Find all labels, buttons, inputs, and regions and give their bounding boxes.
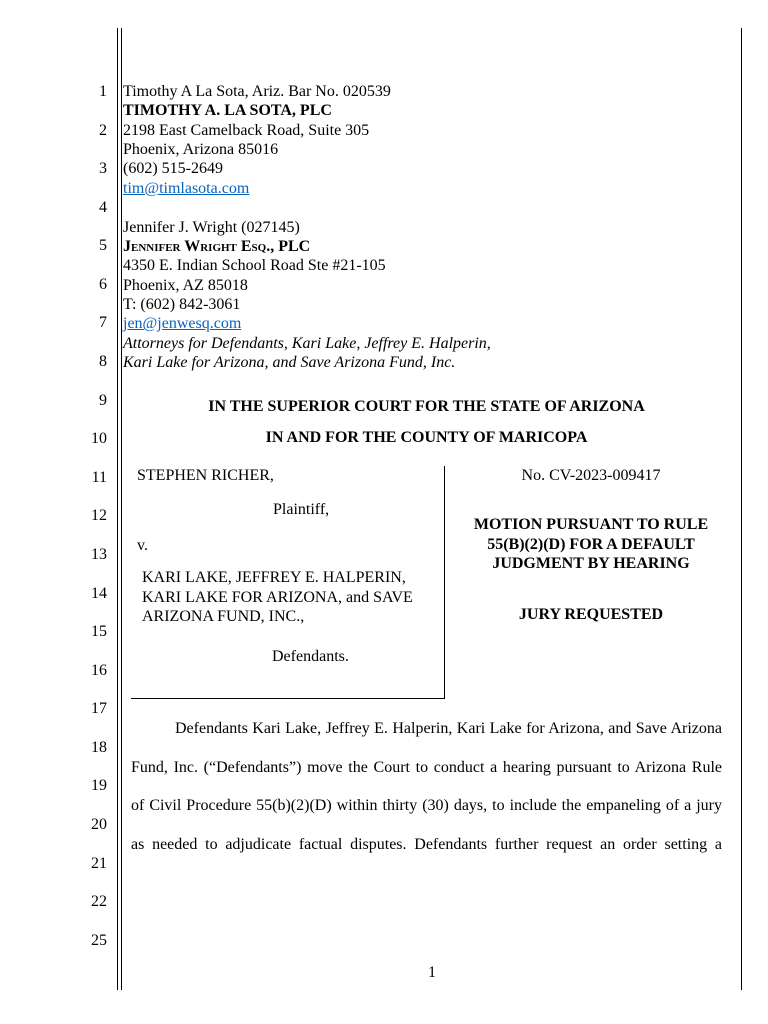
- defendant-names-line: KARI LAKE FOR ARIZONA, and SAVE: [142, 588, 413, 606]
- firm-address-line: Phoenix, AZ 85018: [123, 276, 248, 294]
- line-number: 15: [91, 623, 107, 641]
- line-number: 18: [91, 738, 107, 756]
- line-number: 3: [99, 160, 107, 178]
- attorney-name: Timothy A La Sota, Ariz. Bar No. 020539: [123, 83, 391, 100]
- jury-request: JURY REQUESTED: [518, 606, 664, 623]
- line-number: 1: [99, 83, 107, 100]
- firm-address-line: 2198 East Camelback Road, Suite 305: [123, 121, 370, 139]
- caption-divider-vertical: [444, 466, 445, 698]
- representation-line: Kari Lake for Arizona, and Save Arizona Fund, Inc.: [123, 354, 456, 372]
- left-margin-rule: [121, 28, 122, 990]
- line-number: 10: [91, 430, 107, 448]
- firm-name: TIMOTHY A. LA SOTA, PLC: [123, 102, 332, 120]
- line-number: 17: [91, 700, 107, 718]
- line-number: 19: [91, 777, 107, 795]
- line-number: 13: [91, 545, 107, 563]
- line-number: 16: [91, 661, 107, 679]
- email-link[interactable]: tim@timlasota.com: [123, 179, 250, 197]
- line-number: 5: [99, 237, 107, 255]
- line-number: 9: [99, 391, 107, 409]
- court-county-line: IN AND FOR THE COUNTY OF MARICOPA: [265, 429, 588, 446]
- line-number: 2: [99, 121, 107, 139]
- line-number: 12: [91, 507, 107, 525]
- line-number: 4: [99, 198, 107, 216]
- defendants-label: Defendants.: [272, 648, 349, 665]
- line-number: 11: [91, 468, 107, 486]
- representation-line: Attorneys for Defendants, Kari Lake, Jeffrey E. Halperin,: [123, 334, 491, 352]
- line-number-column: [57, 82, 107, 969]
- plaintiff-label: Plaintiff,: [273, 501, 330, 518]
- case-number: No. CV-2023-009417: [521, 467, 661, 484]
- firm-name: Jennifer Wright Esq., PLC: [123, 237, 311, 255]
- caption-divider-horizontal: [131, 698, 445, 699]
- counsel-block-la-sota: [123, 82, 391, 198]
- defendant-names-line: ARIZONA FUND, INC.,: [142, 608, 305, 625]
- motion-title-line: JUDGMENT BY HEARING: [492, 555, 690, 572]
- email-link[interactable]: jen@jenwesq.com: [123, 315, 242, 333]
- line-number: 25: [91, 931, 107, 949]
- counsel-block-wright: [123, 218, 491, 373]
- body-line: Fund, Inc. (“Defendants”) move the Court to conduct a hearing pursuant to Arizona Rule: [131, 759, 722, 776]
- defendant-names: [142, 568, 413, 627]
- body-line: of Civil Procedure 55(b)(2)(D) within thirty (30) days, to include the empaneling of a jury: [131, 797, 722, 814]
- firm-address-line: 4350 E. Indian School Road Ste #21-105: [123, 257, 386, 275]
- motion-title-line: MOTION PURSUANT TO RULE: [473, 516, 709, 533]
- defendant-names-line: KARI LAKE, JEFFREY E. HALPERIN,: [142, 569, 406, 586]
- line-number: 6: [99, 275, 107, 293]
- line-number: 7: [99, 314, 107, 332]
- firm-phone: T: (602) 842-3061: [123, 295, 241, 313]
- court-name-line: IN THE SUPERIOR COURT FOR THE STATE OF ARIZONA: [208, 398, 645, 415]
- motion-title-line: 55(B)(2)(D) FOR A DEFAULT: [487, 535, 695, 553]
- line-number: 14: [91, 584, 107, 602]
- line-number: 8: [99, 353, 107, 371]
- page-number: 1: [428, 964, 436, 981]
- line-number: 22: [91, 893, 107, 911]
- attorney-name: Jennifer J. Wright (027145): [123, 218, 300, 236]
- line-number: 21: [91, 854, 107, 872]
- firm-phone: (602) 515-2649: [123, 160, 223, 178]
- motion-title: [445, 515, 737, 574]
- body-line: as needed to adjudicate factual disputes. Defendants further request an order setting a: [131, 836, 722, 853]
- right-margin-rule: [741, 28, 742, 990]
- plaintiff-name: STEPHEN RICHER,: [137, 467, 274, 484]
- body-line: Defendants Kari Lake, Jeffrey E. Halperin, Kari Lake for Arizona, and Save Arizona: [175, 720, 722, 737]
- firm-address-line: Phoenix, Arizona 85016: [123, 141, 279, 159]
- line-number: 20: [91, 815, 107, 833]
- versus-label: v.: [137, 537, 148, 554]
- left-margin-rule: [117, 28, 118, 990]
